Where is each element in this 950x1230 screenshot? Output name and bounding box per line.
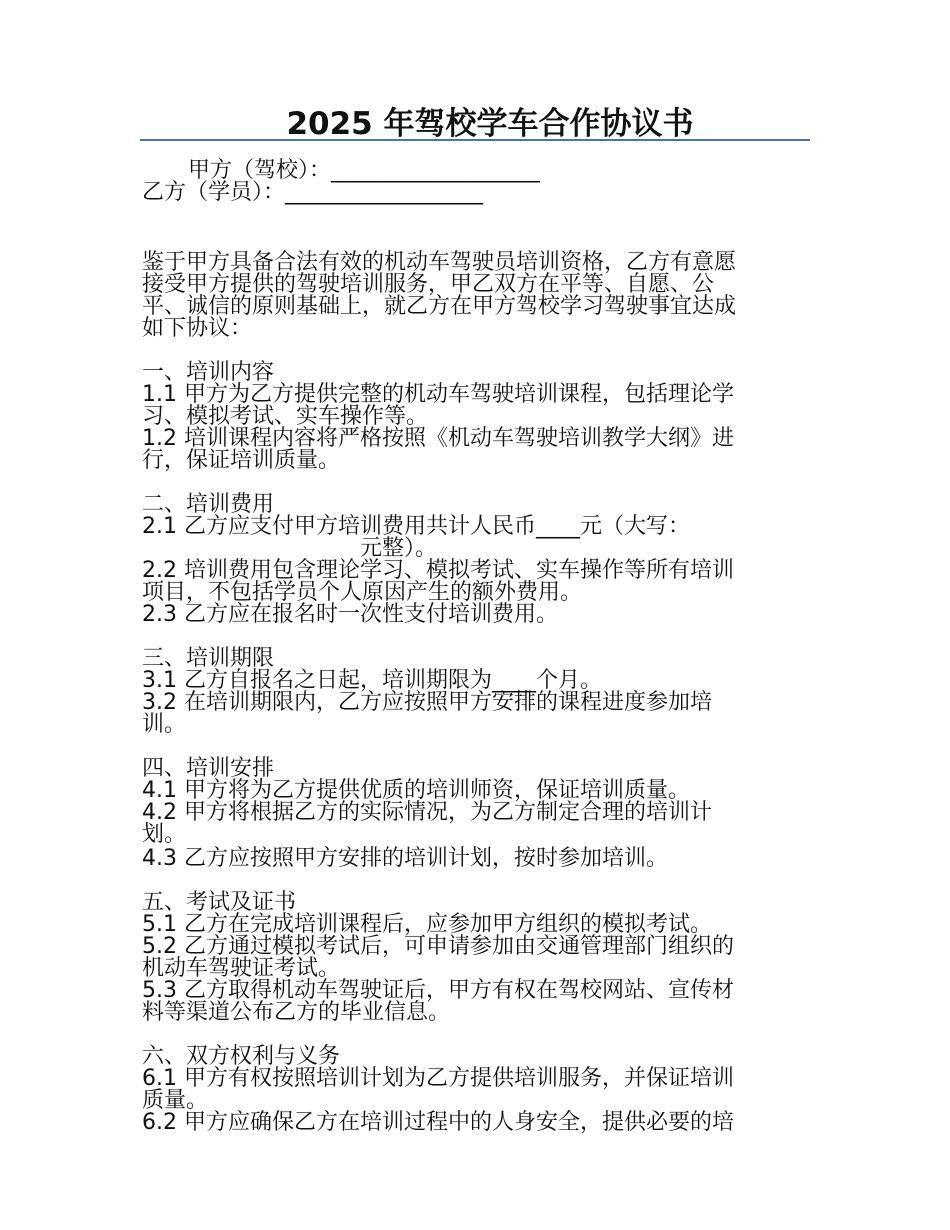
- clause-line: 5.2 乙方通过模拟考试后，可申请参加由交通管理部门组织的: [142, 934, 734, 959]
- party-b-line: 乙方（学员）：__________________: [142, 180, 484, 205]
- section-training-period: [142, 648, 814, 736]
- clause-line: 项目，不包括学员个人原因产生的额外费用。: [142, 580, 583, 605]
- clause-line: 1.2 培训课程内容将严格按照《机动车驾驶培训教学大纲》进: [142, 426, 734, 451]
- clause-line: 2.3 乙方应在报名时一次性支付培训费用。: [142, 602, 558, 627]
- section-heading: 五、考试及证书: [142, 890, 297, 915]
- clause-line: 3.1 乙方自报名之日起，培训期限为____个月。: [142, 668, 602, 693]
- document-body: [142, 160, 814, 1134]
- preamble-line: 如下协议：: [142, 316, 253, 341]
- preamble-line: 平、诚信的原则基础上，就乙方在甲方驾校学习驾驶事宜达成: [142, 294, 737, 319]
- section-heading: 四、培训安排: [142, 756, 275, 781]
- section-training-content: [142, 362, 814, 472]
- section-training-fees: [142, 494, 814, 626]
- clause-line: 3.2 在培训期限内，乙方应按照甲方安排的课程进度参加培: [142, 690, 712, 715]
- section-heading: 二、培训费用: [142, 492, 275, 517]
- clause-line: 元整）。: [360, 536, 438, 561]
- clause-line: 4.1 甲方将为乙方提供优质的培训师资，保证培训质量。: [142, 778, 690, 803]
- clause-line: 行，保证培训质量。: [142, 448, 341, 473]
- clause-line: 2.1 乙方应支付甲方培训费用共计人民币____元（大写：: [142, 514, 690, 539]
- clause-line: 训。: [142, 712, 187, 737]
- clause-line: 1.1 甲方为乙方提供完整的机动车驾驶培训课程，包括理论学: [142, 382, 734, 407]
- clause-line: 5.1 乙方在完成培训课程后，应参加甲方组织的模拟考试。: [142, 912, 712, 937]
- clause-line: 料等渠道公布乙方的毕业信息。: [142, 1000, 451, 1025]
- clause-line: 习、模拟考试、实车操作等。: [142, 404, 429, 429]
- section-heading: 三、培训期限: [142, 646, 275, 671]
- clause-line: 2.2 培训费用包含理论学习、模拟考试、实车操作等所有培训: [142, 558, 734, 583]
- section-heading: 一、培训内容: [142, 360, 275, 385]
- clause-line: 机动车驾驶证考试。: [142, 956, 341, 981]
- document-title: 2025 年驾校学车合作协议书: [286, 106, 694, 142]
- preamble: [142, 252, 814, 340]
- clause-line: 4.2 甲方将根据乙方的实际情况，为乙方制定合理的培训计: [142, 800, 712, 825]
- section-rights-obligations: [142, 1046, 814, 1134]
- preamble-line: 接受甲方提供的驾驶培训服务，甲乙双方在平等、自愿、公: [142, 272, 715, 297]
- section-heading: 六、双方权利与义务: [142, 1044, 341, 1069]
- title-underline: [140, 139, 810, 141]
- party-a-line: 甲方（驾校）：___________________: [188, 158, 541, 183]
- section-training-arrangement: [142, 758, 814, 870]
- preamble-line: 鉴于甲方具备合法有效的机动车驾驶员培训资格，乙方有意愿: [142, 250, 737, 275]
- clause-line: 6.2 甲方应确保乙方在培训过程中的人身安全，提供必要的培: [142, 1110, 734, 1135]
- clause-line: 质量。: [142, 1088, 209, 1113]
- clause-line: 5.3 乙方取得机动车驾驶证后，甲方有权在驾校网站、宣传材: [142, 978, 734, 1003]
- clause-line: 划。: [142, 822, 187, 847]
- clause-line: 6.1 甲方有权按照培训计划为乙方提供培训服务，并保证培训: [142, 1066, 734, 1091]
- clause-line: 4.3 乙方应按照甲方安排的培训计划，按时参加培训。: [142, 846, 668, 871]
- section-exam-certificate: [142, 892, 814, 1024]
